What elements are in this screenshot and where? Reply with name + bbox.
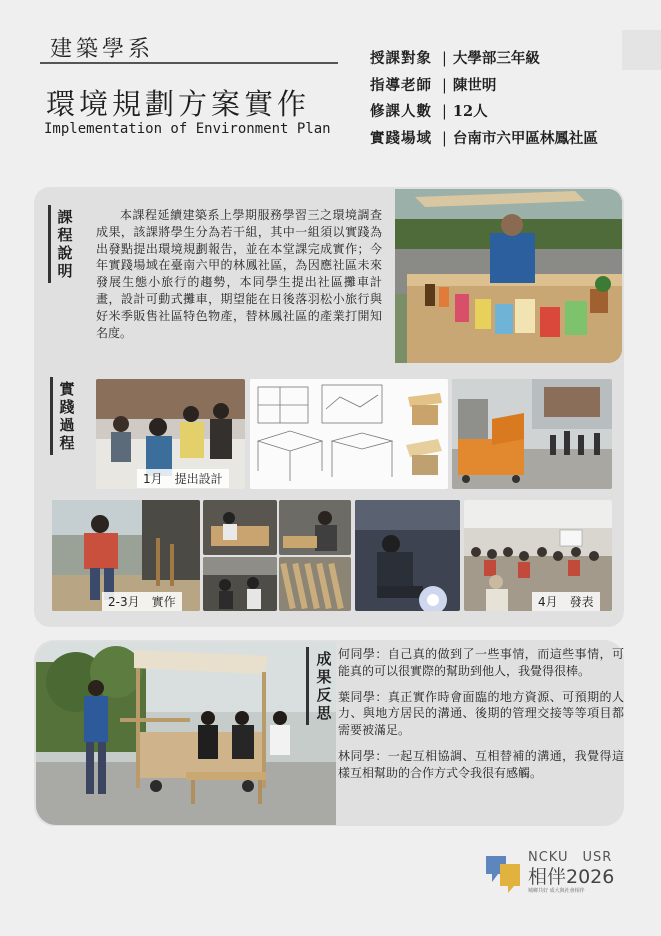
- assembly-photo-1: [203, 500, 277, 555]
- usr-logo-icon: [482, 848, 524, 894]
- department-name: 建築學系: [50, 37, 155, 62]
- ncku-usr-logo: [482, 846, 622, 898]
- caption-feb-march: 2-3月 實作: [102, 592, 182, 611]
- model-and-site-photo: [452, 379, 612, 489]
- process-label: 實踐過程: [59, 380, 75, 452]
- info-row-audience: 授課對象 | 大學部三年級: [370, 50, 540, 67]
- description-label-bar: [48, 205, 51, 283]
- finished-cart-photo: [36, 642, 336, 825]
- logo-tagline: 城鄉共好 成大與社會相伴: [528, 888, 585, 894]
- logo-brand-top: NCKU USR: [528, 850, 613, 865]
- course-subtitle: Implementation of Environment Plan: [44, 121, 331, 137]
- course-info: [370, 46, 640, 152]
- assembly-photo-3: [203, 557, 277, 611]
- welding-photo: [355, 500, 460, 611]
- reflection-item: 林同學：一起互相協調、互相替補的溝通，我覺得這樣互相幫助的合作方式令我很有感觸。: [338, 748, 624, 780]
- info-row-students: 修課人數 | 12人: [370, 103, 488, 120]
- header-divider: [40, 62, 338, 64]
- design-sketch-photo: [250, 379, 448, 489]
- reflection-label-bar: [306, 647, 309, 725]
- process-label-bar: [50, 377, 53, 455]
- info-row-field: 實踐場域 | 台南市六甲區林鳳社區: [370, 129, 598, 147]
- logo-brand-main: 相伴2026: [528, 866, 615, 888]
- description-label: 課程說明: [57, 208, 73, 280]
- reflection-label: 成果反思: [316, 650, 332, 722]
- reflection-item: 葉同學：真正實作時會面臨的地方資源、可預期的人力、與地方居民的溝通、後期的管理交接等等項目都需要被滿足。: [338, 689, 624, 738]
- caption-april: 4月 發表: [532, 592, 600, 611]
- lumber-photo: [279, 557, 351, 611]
- reflection-item: 何同學：自己真的做到了一些事情，而這些事情，可能真的可以很實際的幫助到他人，我覺得很棒。: [338, 647, 624, 678]
- description-text: 本課程延續建築系上學期服務學習三之環境調查成果，該課將學生分為若干組，其中一組須以實踐為出發點提出環境規劃報告，並在本堂課完成實作；今年實踐場域在臺南六甲的林鳳社區，為因應社區未來發展生態小旅行的趨勢，本同學生提出社區攤車計畫，設計可動式攤車，期望能在日後落羽松小旅行與好米季販售社區特色物產，替林鳳社區的產業打開知名度。: [96, 208, 382, 340]
- caption-january: 1月 提出設計: [137, 469, 229, 488]
- cart-market-photo: [395, 189, 622, 363]
- assembly-photo-2: [279, 500, 351, 555]
- reflection-list: [338, 646, 624, 791]
- info-row-teacher: 指導老師 | 陳世明: [370, 76, 497, 94]
- course-title: 環境規劃方案實作: [46, 87, 311, 121]
